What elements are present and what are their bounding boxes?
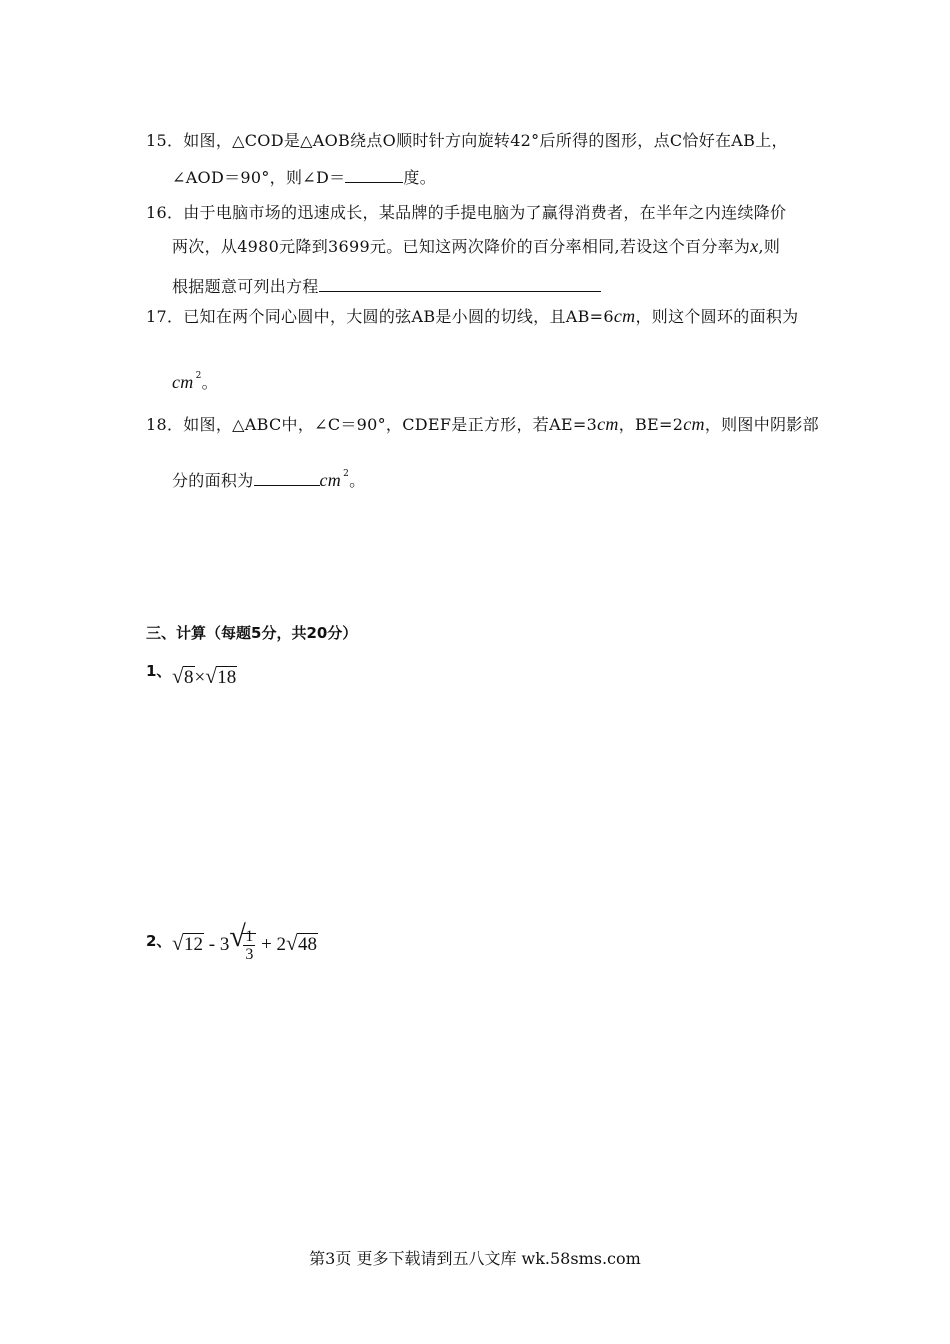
times-sign: ×: [194, 667, 206, 688]
question-17-suffix: ，则这个圆环的面积为: [635, 307, 799, 326]
radicand: 18: [217, 667, 237, 688]
sqrt-sign: √: [286, 930, 298, 955]
variable-x: x: [750, 236, 759, 256]
section-heading: 三、计算（每题5分，共20分）: [146, 624, 358, 642]
radical: [172, 930, 204, 956]
period: 。: [201, 373, 218, 392]
question-17-text: 17．已知在两个同心圆中，大圆的弦AB是小圆的切线，且AB=6: [146, 307, 614, 326]
unit-cm: cm: [319, 470, 342, 490]
numerator: 1: [245, 928, 254, 945]
problem-2-label: 2、: [146, 932, 172, 950]
question-15-suffix: 度。: [403, 168, 437, 187]
question-16-line1: 16．由于电脑市场的迅速成长，某品牌的手提电脑为了赢得消费者，在半年之内连续降价: [146, 203, 787, 222]
exponent: 2: [343, 469, 350, 479]
answer-blank-16: [319, 274, 601, 292]
question-15-line1: 15．如图，△COD是△AOB绕点O顺时针方向旋转42°后所得的图形，点C恰好在AB上，: [146, 131, 788, 150]
question-17-line2: [172, 370, 218, 393]
answer-blank-18: [254, 468, 320, 486]
question-18-line2: [172, 468, 365, 491]
radical: [205, 664, 237, 689]
answer-blank-15: [345, 165, 403, 183]
coefficient: 3: [219, 933, 230, 955]
problem-2-expression: [172, 920, 318, 963]
question-18-text-c: ，则图中阴影部: [704, 415, 819, 434]
sqrt-sign: √: [172, 664, 184, 688]
question-16-prompt: 根据题意可列出方程: [172, 277, 319, 296]
question-18-text-b: ，BE=2: [618, 415, 684, 434]
radicand: 8: [184, 667, 194, 688]
radical-fraction: [229, 920, 256, 963]
sqrt-sign: √: [205, 664, 217, 688]
question-16-suffix: ,则: [758, 237, 781, 256]
question-16-text: 两次，从4980元降到3699元。已知这两次降价的百分率相同,若设这个百分率为: [172, 237, 751, 256]
question-16-line2: [172, 234, 780, 257]
question-15-text: ∠AOD＝90°，则∠D＝: [172, 168, 346, 187]
question-18-line1: [146, 412, 819, 435]
period: 。: [349, 471, 366, 490]
unit-cm: cm: [172, 372, 194, 392]
unit-cm: cm: [597, 414, 619, 434]
exponent: 2: [195, 371, 202, 381]
radical: [172, 664, 195, 689]
question-18-text-a: 18．如图，△ABC中，∠C＝90°，CDEF是正方形，若AE=3: [146, 415, 598, 434]
problem-1-expression: [172, 664, 237, 689]
question-18-text: 分的面积为: [172, 471, 254, 490]
sqrt-sign: √: [229, 920, 246, 953]
unit-cm: cm: [683, 414, 705, 434]
question-16-line3: [172, 274, 601, 297]
plus-sign: +: [256, 933, 277, 955]
denominator: 3: [245, 946, 254, 963]
coefficient: 2: [276, 933, 287, 955]
problem-1-label: 1、: [146, 662, 172, 680]
sqrt-sign: √: [172, 930, 184, 955]
radicand: 12: [184, 933, 203, 955]
radical: [286, 930, 318, 956]
question-15-line2: [172, 165, 436, 188]
unit-cm: cm: [613, 306, 636, 326]
radicand: 48: [298, 933, 318, 955]
question-17-line1: [146, 304, 798, 327]
minus-sign: -: [204, 933, 220, 955]
page-footer: 第3页 更多下载请到五八文库 wk.58sms.com: [309, 1249, 641, 1268]
